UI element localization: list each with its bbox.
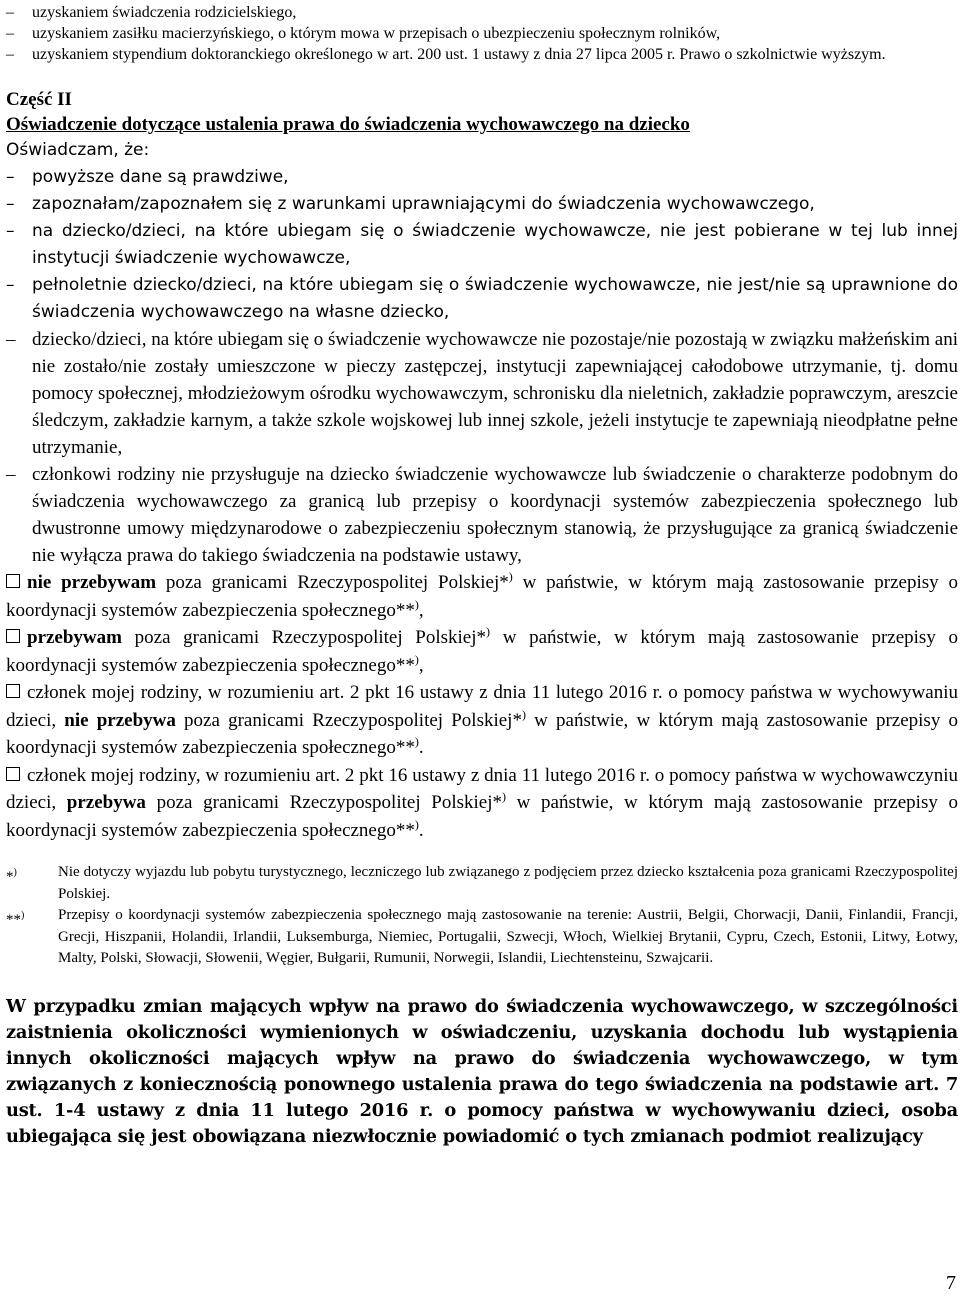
- declaration-text: dziecko/dzieci, na które ubiegam się o świadczenie wychowawcze nie pozostaje/nie pozostają w związku małżeńskim ani nie zostało/nie zostały umieszczone w pieczy zastępczej, instytucji zapewniającej całodobowe utrzymanie, tj. domu pomocy społecznej, młodzieżowym ośrodku wychowawczym, schronisku dla nieletnich, zakładzie poprawczym, areszcie śledczym, zakładzie karnym, a także szkole wojskowej lub innej szkole, jeżeli instytucje te zapewniają nieodpłatne pełne utrzymanie,: [32, 329, 958, 458]
- option-text-mid: poza granicami Rzeczypospolitej Polskiej*: [175, 709, 522, 731]
- option-text-post: w państwie, w którym mają zastosowanie przepisy o koordynacji systemów zabezpieczenia społecznego**: [6, 709, 958, 758]
- option-text-end: ,: [418, 599, 424, 621]
- option-text-end: .: [418, 819, 424, 841]
- footnote-ref: ): [414, 652, 419, 667]
- footnote-text: Przepisy o koordynacji systemów zabezpieczenia społecznego mają zastosowanie na terenie: Austrii, Belgii, Chorwacji, Danii, Finlandii, Francji, Grecji, Hiszpanii, Holandii, Irlandii, Luksemburga, Niemiec, Portugalii, Szwecji, Włoch, Wielkiej Brytanii, Cypru, Czech, Estonii, Litwy, Łotwy, Malty, Polski, Słowacji, Słowenii, Węgier, Bułgarii, Rumunii, Norwegii, Islandii, Liechtensteinu, Szwajcarii.: [58, 907, 958, 966]
- option-family-not-residing: [6, 679, 958, 762]
- dash-bullet: –: [6, 194, 15, 214]
- option-text-mid: poza granicami Rzeczypospolitej Polskiej*: [121, 627, 487, 648]
- footnotes: [6, 862, 958, 970]
- option-text-post: w państwie, w którym mają zastosowanie przepisy o koordynacji systemów zabezpieczenia społecznego**: [6, 792, 958, 841]
- footnote-ref: ): [414, 817, 419, 832]
- page-number: 7: [946, 1272, 956, 1294]
- footnote-text: Nie dotyczy wyjazdu lub pobytu turystycznego, leczniczego lub związanego z podjęciem przez dziecko kształcenia poza granicami Rzeczypospolitej Polskiej.: [58, 864, 958, 902]
- declaration-text: na dziecko/dzieci, na które ubiegam się o świadczenie wychowawcze, nie jest pobierane w tej lub innej instytucji świadczenie wychowawcze,: [32, 221, 958, 268]
- option-text-bold: nie przebywa: [64, 709, 176, 731]
- declaration-item: [6, 461, 958, 569]
- option-text-bold: przebywa: [66, 792, 146, 813]
- previous-conditions-list: [6, 2, 958, 65]
- footnote-ref: ): [521, 707, 526, 722]
- list-item: [6, 2, 958, 23]
- list-item: [6, 23, 958, 44]
- dash-bullet: –: [6, 167, 15, 187]
- declarations-intro: Oświadczam, że:: [6, 140, 150, 160]
- option-text-bold: przebywam: [27, 627, 122, 648]
- option-family-residing: [6, 762, 958, 845]
- list-item-text: uzyskaniem stypendium doktoranckiego określonego w art. 200 ust. 1 ustawy z dnia 27 lipca 2005 r. Prawo o szkolnictwie wyższym.: [32, 46, 886, 63]
- dash-bullet: –: [6, 275, 15, 295]
- document-page: [6, 0, 958, 1150]
- dash-bullet: –: [6, 464, 16, 485]
- footnote-mark: [6, 905, 24, 932]
- footnote-ref: ): [508, 569, 513, 584]
- option-text-pre: członek mojej rodziny, w rozumieniu art. 2 pkt 16 ustawy z dnia 11 lutego 2016 r. o pomocy państwa w wychowywaniu dzieci,: [6, 682, 958, 731]
- list-item: [6, 44, 958, 65]
- dash-bullet: –: [6, 329, 16, 350]
- dash-bullet: –: [6, 221, 15, 241]
- list-item-text: uzyskaniem zasiłku macierzyńskiego, o którym mowa w przepisach o ubezpieczeniu społecznym rolników,: [32, 25, 721, 42]
- footnote-mark-symbol: *: [6, 869, 14, 885]
- list-item-text: uzyskaniem świadczenia rodzicielskiego,: [32, 4, 297, 21]
- footnote-ref: ): [486, 624, 491, 639]
- footnote-mark-sup: ): [13, 867, 17, 878]
- option-residing: [6, 624, 958, 679]
- footnote-mark-symbol: **: [6, 912, 21, 928]
- option-not-residing: [6, 569, 958, 624]
- declaration-item: [6, 191, 958, 218]
- footnote-ref: ): [414, 597, 419, 612]
- option-text-post: w państwie, w którym mają zastosowanie przepisy o koordynacji systemów zabezpieczenia społecznego**: [6, 572, 958, 621]
- footnote-ref: ): [502, 789, 506, 804]
- footnote-mark: [6, 862, 17, 889]
- footnote: [6, 905, 958, 970]
- declaration-text: pełnoletnie dziecko/dzieci, na które ubiegam się o świadczenie wychowawcze, nie jest/nie są uprawnione do świadczenia wychowawczego na własne dziecko,: [32, 275, 958, 322]
- declaration-item: [6, 326, 958, 461]
- option-checkbox[interactable]: [6, 629, 20, 643]
- declaration-text: powyższe dane są prawdziwe,: [32, 167, 289, 187]
- declaration-item: [6, 218, 958, 272]
- part-label: Część II: [6, 89, 72, 110]
- footnote: [6, 862, 958, 905]
- residence-options: [6, 569, 958, 844]
- option-text-end: ,: [418, 654, 424, 676]
- declaration-text: zapoznałam/zapoznałem się z warunkami uprawniającymi do świadczenia wychowawczego,: [32, 194, 815, 214]
- option-text-bold: nie przebywam: [27, 572, 157, 593]
- dash-bullet: –: [6, 46, 14, 63]
- option-text-mid: poza granicami Rzeczypospolitej Polskiej*: [156, 572, 509, 593]
- option-text-mid: poza granicami Rzeczypospolitej Polskiej*: [145, 792, 502, 813]
- option-text-post: w państwie, w którym mają zastosowanie przepisy o koordynacji systemów zabezpieczenia społecznego**: [6, 627, 958, 676]
- declaration-text: członkowi rodziny nie przysługuje na dziecko świadczenie wychowawcze lub świadczenie o charakterze podobnym do świadczenia wychowawczego za granicą lub przepisy o koordynacji systemów zabezpieczenia społecznego lub dwustronne umowy międzynarodowe o zabezpieczeniu społecznym stanowią, że przysługujące za granicą świadczenie nie wyłącza prawa do takiego świadczenia na podstawie ustawy,: [32, 464, 958, 566]
- declaration-item: [6, 272, 958, 326]
- change-notice: W przypadku zmian mających wpływ na prawo do świadczenia wychowawczego, w szczególności zaistnienia okoliczności wymienionych w oświadczeniu, uzyskania dochodu lub wystąpienia innych okoliczności mających wpływ na prawo do świadczenia wychowawczego, w tym związanych z koniecznością ponownego ustalenia prawa do tego świadczenia na podstawie art. 7 ust. 1-4 ustawy z dnia 11 lutego 2016 r. o pomocy państwa w wychowywaniu dzieci, osoba ubiegająca się jest obowiązana niezwłocznie powiadomić o tych zmianach podmiot realizujący: [6, 995, 958, 1147]
- option-text-pre: członek mojej rodziny, w rozumieniu art. 2 pkt 16 ustawy z dnia 11 lutego 2016 r. o pomocy państwa w wychowawczyniu dzieci,: [6, 764, 958, 813]
- footnote-ref: ): [414, 734, 419, 749]
- option-checkbox[interactable]: [6, 684, 20, 698]
- option-checkbox[interactable]: [6, 767, 20, 781]
- footnote-mark-sup: ): [21, 910, 25, 921]
- dash-bullet: –: [6, 4, 14, 21]
- declaration-item: [6, 164, 958, 191]
- option-text-end: .: [418, 737, 424, 758]
- part-heading: Oświadczenie dotyczące ustalenia prawa do świadczenia wychowawczego na dziecko: [6, 114, 690, 135]
- declarations-section: [6, 137, 958, 569]
- dash-bullet: –: [6, 25, 14, 42]
- option-checkbox[interactable]: [6, 574, 20, 588]
